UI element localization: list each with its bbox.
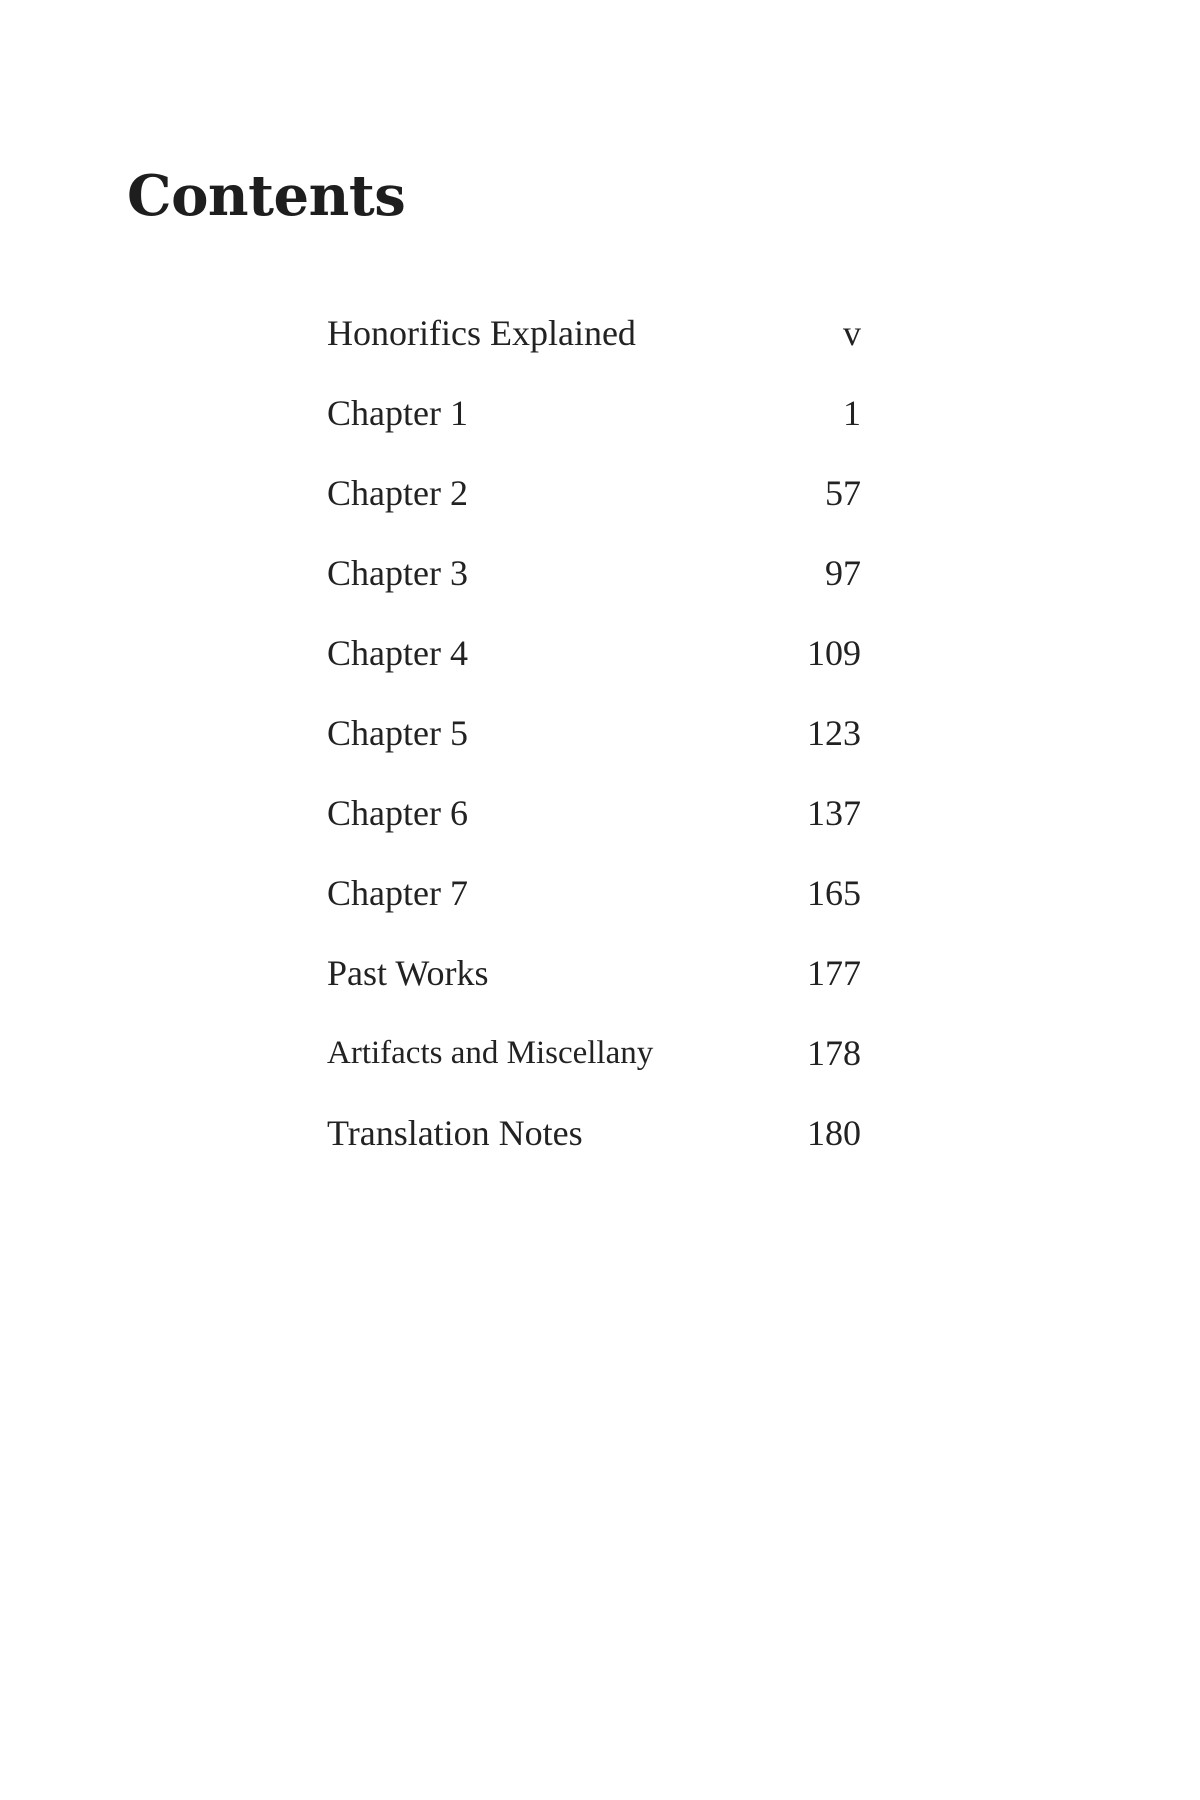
toc-entry-page-number: v xyxy=(843,313,861,353)
page-title: Contents xyxy=(127,163,406,229)
toc-entry-page-number: 180 xyxy=(807,1113,861,1153)
toc-entry-page-number: 177 xyxy=(807,953,861,993)
toc-entry-page-number: 137 xyxy=(807,793,861,833)
toc-entry-page-number: 97 xyxy=(825,553,861,593)
toc-entry-title: Chapter 2 xyxy=(327,473,468,513)
toc-entry-honorifics-explained[interactable] xyxy=(327,308,861,388)
toc-entry-title: Artifacts and Miscellany xyxy=(327,1035,654,1071)
toc-entry-title: Honorifics Explained xyxy=(327,313,636,353)
toc-entry-artifacts-and-miscellany[interactable] xyxy=(327,1028,861,1108)
toc-entry-page-number: 123 xyxy=(807,713,861,753)
toc-entry-chapter-4[interactable] xyxy=(327,628,861,708)
toc-entry-title: Chapter 7 xyxy=(327,873,468,913)
toc-entry-page-number: 109 xyxy=(807,633,861,673)
toc-entry-title: Chapter 3 xyxy=(327,553,468,593)
toc-entry-chapter-2[interactable] xyxy=(327,468,861,548)
toc-entry-chapter-3[interactable] xyxy=(327,548,861,628)
toc-entry-chapter-6[interactable] xyxy=(327,788,861,868)
toc-entry-title: Translation Notes xyxy=(327,1113,583,1153)
toc-entry-chapter-5[interactable] xyxy=(327,708,861,788)
toc-entry-page-number: 1 xyxy=(843,393,861,433)
toc-entry-chapter-7[interactable] xyxy=(327,868,861,948)
toc-entry-title: Chapter 4 xyxy=(327,633,468,673)
toc-entry-past-works[interactable] xyxy=(327,948,861,1028)
toc-entry-title: Chapter 5 xyxy=(327,713,468,753)
toc-entry-page-number: 57 xyxy=(825,473,861,513)
toc-entry-title: Chapter 1 xyxy=(327,393,468,433)
toc-entry-title: Chapter 6 xyxy=(327,793,468,833)
toc-entry-page-number: 178 xyxy=(807,1033,861,1073)
toc-entry-title: Past Works xyxy=(327,953,489,993)
toc-entry-page-number: 165 xyxy=(807,873,861,913)
table-of-contents xyxy=(327,308,861,1188)
toc-entry-translation-notes[interactable] xyxy=(327,1108,861,1188)
toc-entry-chapter-1[interactable] xyxy=(327,388,861,468)
